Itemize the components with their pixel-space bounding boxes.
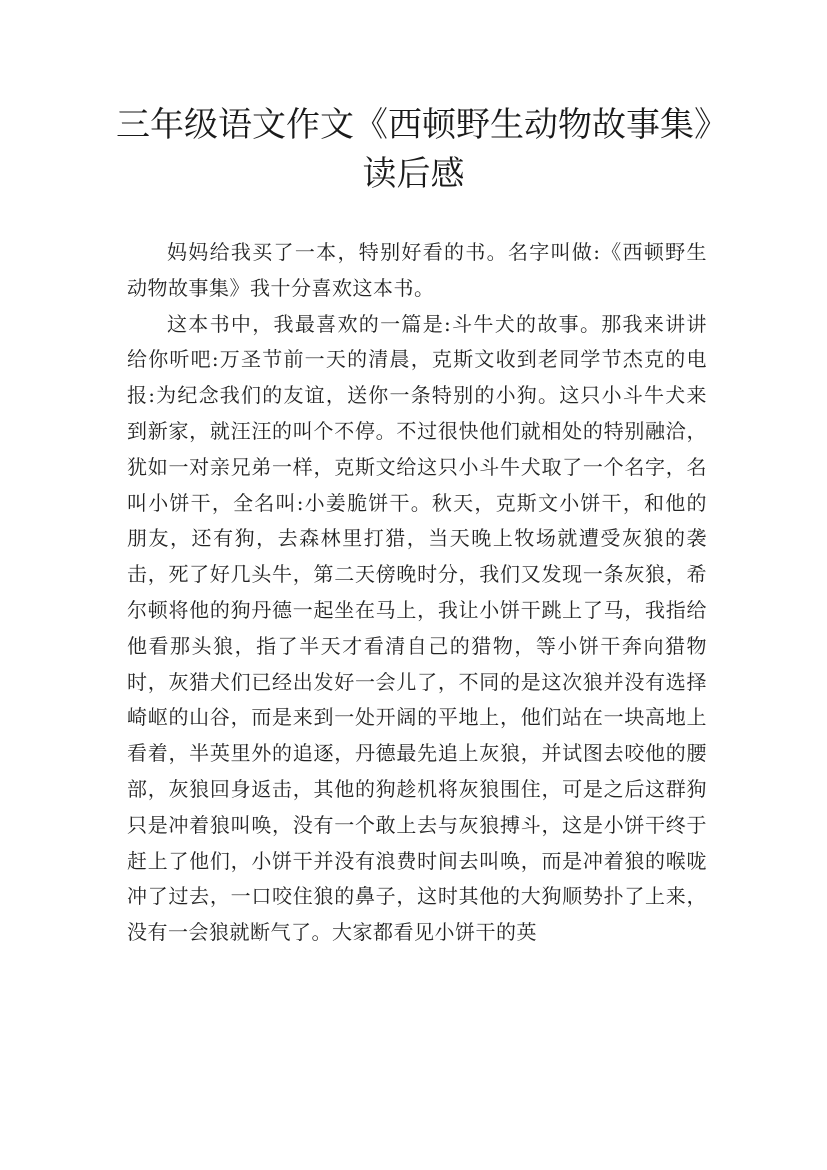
paragraph: 妈妈给我买了一本，特别好看的书。名字叫做:《西顿野生动物故事集》我十分喜欢这本书。 <box>127 240 707 300</box>
document-title: 三年级语文作文《西顿野生动物故事集》读后感 <box>116 105 711 194</box>
document-body <box>127 235 707 951</box>
paragraph: 这本书中，我最喜欢的一篇是:斗牛犬的故事。那我来讲讲给你听吧:万圣节前一天的清晨，克斯文收到老同学节杰克的电报:为纪念我们的友谊，送你一条特别的小狗。这只小斗牛犬来到新家，就汪汪的叫个不停。不过很快他们就相处的特别融洽，犹如一对亲兄弟一样，克斯文给这只小斗牛犬取了一个名字，名叫小饼干，全名叫:小姜脆饼干。秋天，克斯文小饼干，和他的朋友，还有狗，去森林里打猎，当天晚上牧场就遭受灰狼的袭击，死了好几头牛，第二天傍晚时分，我们又发现一条灰狼，希尔顿将他的狗丹德一起坐在马上，我让小饼干跳上了马，我指给他看那头狼，指了半天才看清自己的猎物，等小饼干奔向猎物时，灰猎犬们已经出发好一会儿了，不同的是这次狼并没有选择崎岖的山谷，而是来到一处开阔的平地上，他们站在一块高地上看着，半英里外的追逐，丹德最先追上灰狼，并试图去咬他的腰部，灰狼回身返击，其他的狗趁机将灰狼围住，可是之后这群狗只是冲着狼叫唤，没有一个敢上去与灰狼搏斗，这是小饼干终于赶上了他们，小饼干并没有浪费时间去叫唤，而是冲着狼的喉咙冲了过去，一口咬住狼的鼻子，这时其他的大狗顺势扑了上来，没有一会狼就断气了。大家都看见小饼干的英 <box>127 311 707 945</box>
